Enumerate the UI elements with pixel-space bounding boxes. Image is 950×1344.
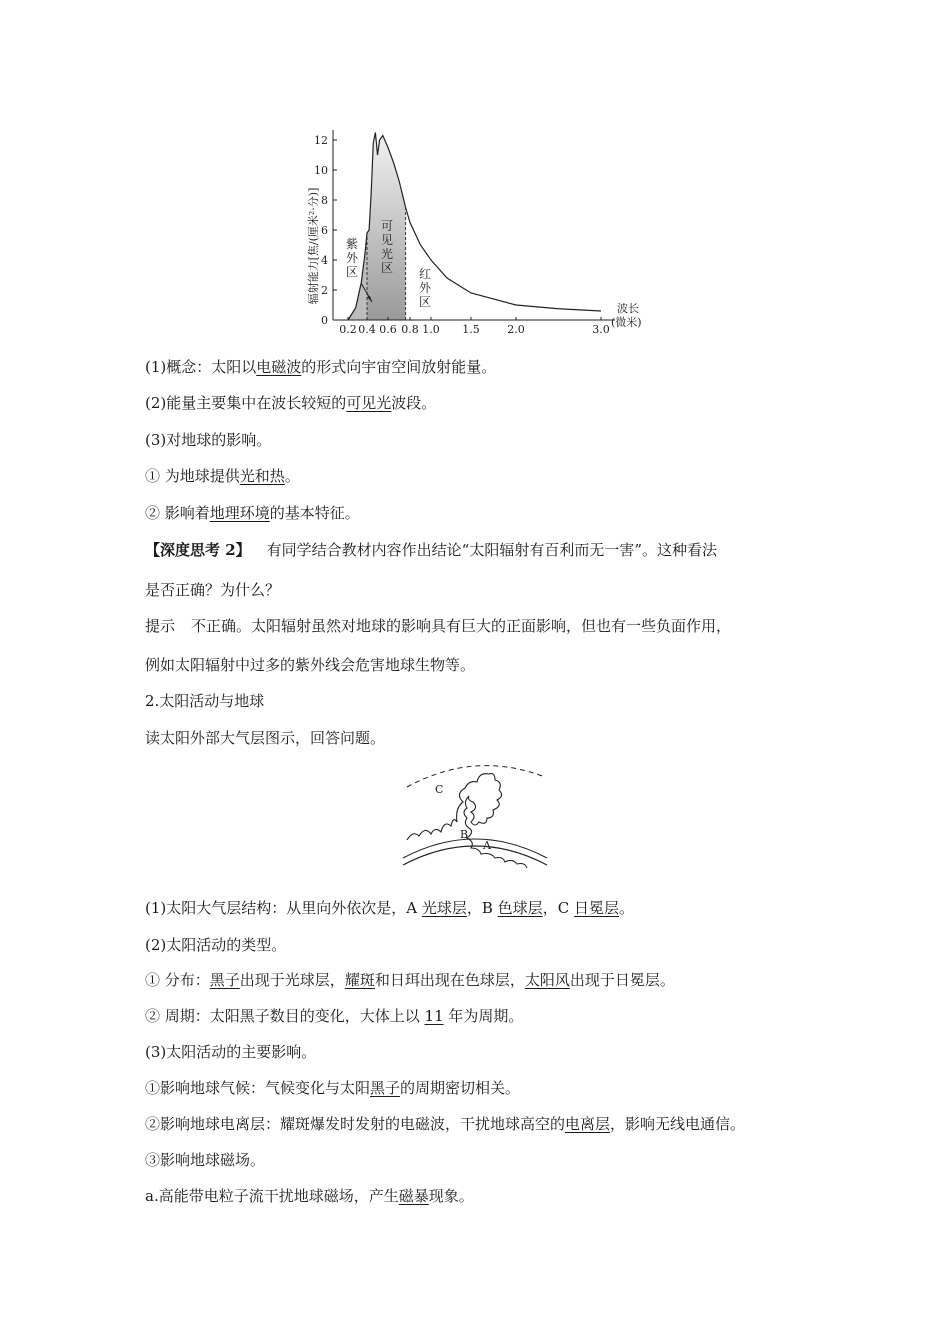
x-tick-label: 1.0 <box>422 323 440 336</box>
text-line: ① 为地球提供光和热。 <box>145 467 300 485</box>
answer-blank: 色球层 <box>497 899 543 917</box>
ir-region-label <box>419 267 432 309</box>
label-c: C <box>435 783 444 796</box>
x-axis-unit: (微米) <box>611 316 642 329</box>
answer-blank: 电磁波 <box>256 358 302 376</box>
sun-atmosphere-diagram <box>395 755 555 873</box>
y-tick-label: 8 <box>321 194 328 207</box>
uv-region-label <box>346 236 359 279</box>
text-line: ①影响地球气候：气候变化与太阳黑子的周期密切相关。 <box>145 1079 521 1097</box>
label-b: B <box>460 828 469 841</box>
answer-blank: 耀斑 <box>344 971 375 989</box>
x-tick-label: 2.0 <box>507 323 525 336</box>
text-line: a.高能带电粒子流干扰地球磁场，产生磁暴现象。 <box>145 1187 474 1205</box>
corona-boundary <box>407 766 545 787</box>
x-axis-label: 波长 <box>617 302 639 315</box>
answer-blank: 磁暴 <box>398 1187 429 1205</box>
answer-blank: 光球层 <box>421 899 467 917</box>
svg-text:光: 光 <box>380 247 394 261</box>
answer-blank: 日冕层 <box>573 899 619 917</box>
x-tick-label: 0.4 <box>358 323 376 336</box>
text-line: (2)能量主要集中在波长较短的可见光波段。 <box>145 394 437 412</box>
deep-thinking-question: 【深度思考 2】 有同学结合教材内容作出结论“太阳辐射有百利而无一害”。这种看法 <box>145 541 718 559</box>
answer-blank: 地理环境 <box>209 504 270 522</box>
text-line: (3)太阳活动的主要影响。 <box>145 1043 317 1061</box>
x-tick-label: 0.8 <box>401 323 419 336</box>
text-line: ② 影响着地理环境的基本特征。 <box>145 504 360 522</box>
label-a: A <box>483 839 491 852</box>
svg-text:紫: 紫 <box>345 237 359 251</box>
y-tick-label: 4 <box>321 254 328 267</box>
x-tick-label: 0.2 <box>339 323 357 336</box>
answer-blank: 黑子 <box>209 971 240 989</box>
visible-region-label-a <box>381 219 393 233</box>
text-line: (2)太阳活动的类型。 <box>145 936 287 954</box>
text-line: 读太阳外部大气层图示，回答问题。 <box>145 729 386 747</box>
text-line: (1)太阳大气层结构：从里向外依次是，A 光球层，B 色球层，C 日冕层。 <box>145 899 634 917</box>
visible-region-label-b <box>381 233 393 275</box>
svg-text:区: 区 <box>380 261 394 275</box>
svg-text:可: 可 <box>380 219 394 233</box>
solar-radiation-spectrum-chart <box>295 118 665 343</box>
answer-blank: 光和热 <box>239 467 285 485</box>
svg-text:外: 外 <box>418 281 432 295</box>
answer-blank: 可见光 <box>346 394 392 412</box>
y-tick-label: 12 <box>314 134 328 147</box>
hint-text: 提示 不正确。太阳辐射虽然对地球的影响具有巨大的正面影响，但也有一些负面作用， <box>145 617 732 635</box>
svg-text:红: 红 <box>418 267 432 281</box>
svg-text:见: 见 <box>380 233 394 247</box>
y-tick-label: 2 <box>321 284 328 297</box>
prominence-shape <box>407 774 527 868</box>
y-tick-label: 10 <box>314 164 328 177</box>
x-tick-label: 0.6 <box>379 323 397 336</box>
answer-blank: 电离层 <box>565 1115 611 1133</box>
svg-text:区: 区 <box>345 265 359 279</box>
text-line: 例如太阳辐射中过多的紫外线会危害地球生物等。 <box>145 656 476 674</box>
y-tick-label: 0 <box>321 314 328 327</box>
y-axis-label: 辐射能力[焦/(厘米²·分)] <box>307 187 320 305</box>
svg-text:外: 外 <box>345 251 359 265</box>
text-line: 是否正确？为什么？ <box>145 581 281 599</box>
text-line: ③影响地球磁场。 <box>145 1151 266 1169</box>
x-tick-label: 3.0 <box>592 323 610 336</box>
answer-blank: 黑子 <box>370 1079 401 1097</box>
answer-blank: 11 <box>424 1007 444 1025</box>
y-tick-label: 6 <box>321 224 328 237</box>
x-tick-label: 1.5 <box>462 323 480 336</box>
answer-blank: 太阳风 <box>524 971 570 989</box>
section-heading: 2.太阳活动与地球 <box>145 692 265 710</box>
text-line: ②影响地球电离层：耀斑爆发时发射的电磁波，干扰地球高空的电离层，影响无线电通信。 <box>145 1115 746 1133</box>
svg-text:区: 区 <box>418 295 432 309</box>
text-line: ① 分布：黑子出现于光球层，耀斑和日珥出现在色球层，太阳风出现于日冕层。 <box>145 971 675 989</box>
text-line: ② 周期：太阳黑子数目的变化，大体上以 11 年为周期。 <box>145 1007 524 1025</box>
text-line: (1)概念：太阳以电磁波的形式向宇宙空间放射能量。 <box>145 358 497 376</box>
text-line: (3)对地球的影响。 <box>145 431 272 449</box>
